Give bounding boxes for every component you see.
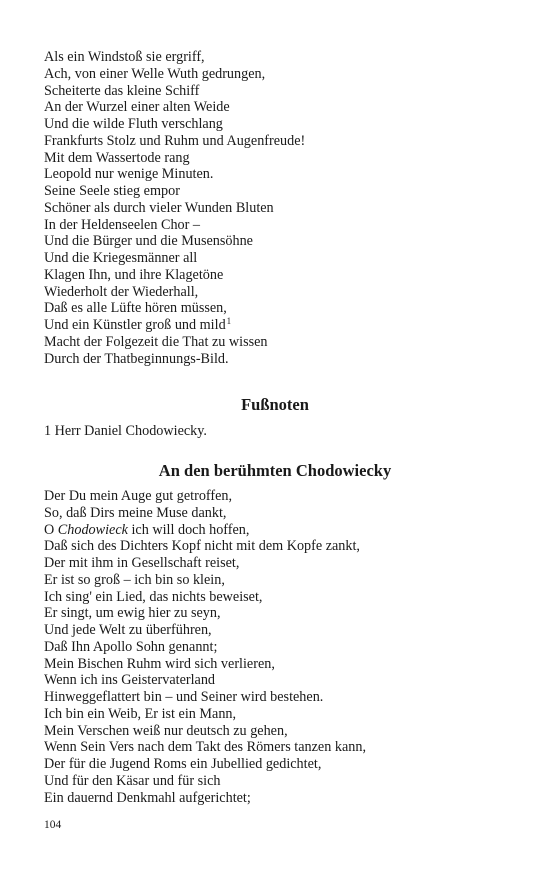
poem-line: So, daß Dirs meine Muse dankt,: [44, 504, 227, 521]
poem-line: Und für den Käsar und für sich: [44, 772, 221, 789]
poem-line: Schöner als durch vieler Wunden Bluten: [44, 199, 274, 216]
poem-line: Er singt, um ewig hier zu seyn,: [44, 605, 221, 622]
poem-line: In der Heldenseelen Chor –: [44, 216, 201, 233]
poem-two-stanza: [44, 488, 514, 806]
poem-line: Leopold nur wenige Minuten.: [44, 166, 214, 183]
poem-line: Hinweggeflattert bin – und Seiner wird bestehen.: [44, 689, 324, 705]
poem-line: Ach, von einer Welle Wuth gedrungen,: [44, 65, 266, 82]
poem-line: Seine Seele stieg empor: [44, 183, 180, 199]
poem-line: Als ein Windstoß sie ergriff,: [44, 49, 205, 65]
poem-line: Mein Verschen weiß nur deutsch zu gehen,: [44, 722, 288, 739]
page-number: 104: [44, 819, 62, 831]
poem-line: Und die Bürger und die Musensöhne: [44, 233, 253, 250]
italic-name: Chodowieck: [57, 521, 128, 538]
poem-line: Klagen Ihn, und ihre Klagetöne: [44, 266, 224, 283]
poem-line: Und jede Welt zu überführen,: [44, 622, 212, 638]
poem-line: Daß sich des Dichters Kopf nicht mit dem Kopfe zankt,: [44, 538, 360, 555]
poem-line: Wenn ich ins Geistervaterland: [44, 672, 216, 689]
footnote-item: 1 Herr Daniel Chodowiecky.: [44, 423, 207, 439]
poem-line: Ein dauernd Denkmahl aufgerichtet;: [44, 789, 251, 806]
poem-line: Wiederholt der Wiederhall,: [44, 283, 199, 300]
poem-line: Mein Bischen Ruhm wird sich verlieren,: [44, 655, 275, 672]
poem-line: Der Du mein Auge gut getroffen,: [44, 488, 233, 504]
footnotes-heading: Fußnoten: [241, 395, 309, 414]
poem-line: Scheiterte das kleine Schiff: [44, 82, 200, 99]
poem-line: Wenn Sein Vers nach dem Takt des Römers tanzen kann,: [44, 739, 366, 756]
poem-line: Ich sing' ein Lied, das nichts beweiset,: [44, 588, 263, 605]
poem-one-stanza: [44, 49, 514, 367]
poem-line-text: Und ein Künstler groß und mild: [44, 317, 226, 333]
poem-line: Frankfurts Stolz und Ruhm und Augenfreude!: [44, 132, 306, 149]
poem-line: An der Wurzel einer alten Weide: [44, 99, 230, 116]
poem-two-title: An den berühmten Chodowiecky: [158, 461, 392, 480]
poem-line: Und die Kriegesmänner all: [44, 250, 198, 266]
poem-line: Und die wilde Fluth verschlang: [44, 116, 223, 132]
poem-line: Durch der Thatbeginnungs-Bild.: [44, 350, 229, 367]
poem-line: Ich bin ein Weib, Er ist ein Mann,: [44, 705, 237, 722]
poem-line-with-footnote: [44, 317, 514, 334]
poem-line: Der mit ihm in Gesellschaft reiset,: [44, 555, 240, 571]
footnote-marker[interactable]: 1: [226, 316, 232, 326]
poem-line: Macht der Folgezeit die That zu wissen: [44, 333, 268, 350]
poem-line: Der für die Jugend Roms ein Jubellied gedichtet,: [44, 756, 322, 772]
poem-line: Daß es alle Lüfte hören müssen,: [44, 300, 227, 317]
poem-line: O Chodowieck ich will doch hoffen,: [44, 521, 250, 538]
poem-line: Daß Ihn Apollo Sohn genannt;: [44, 638, 218, 655]
poem-line: Mit dem Wassertode rang: [44, 149, 190, 166]
poem-line: Er ist so groß – ich bin so klein,: [44, 571, 225, 588]
